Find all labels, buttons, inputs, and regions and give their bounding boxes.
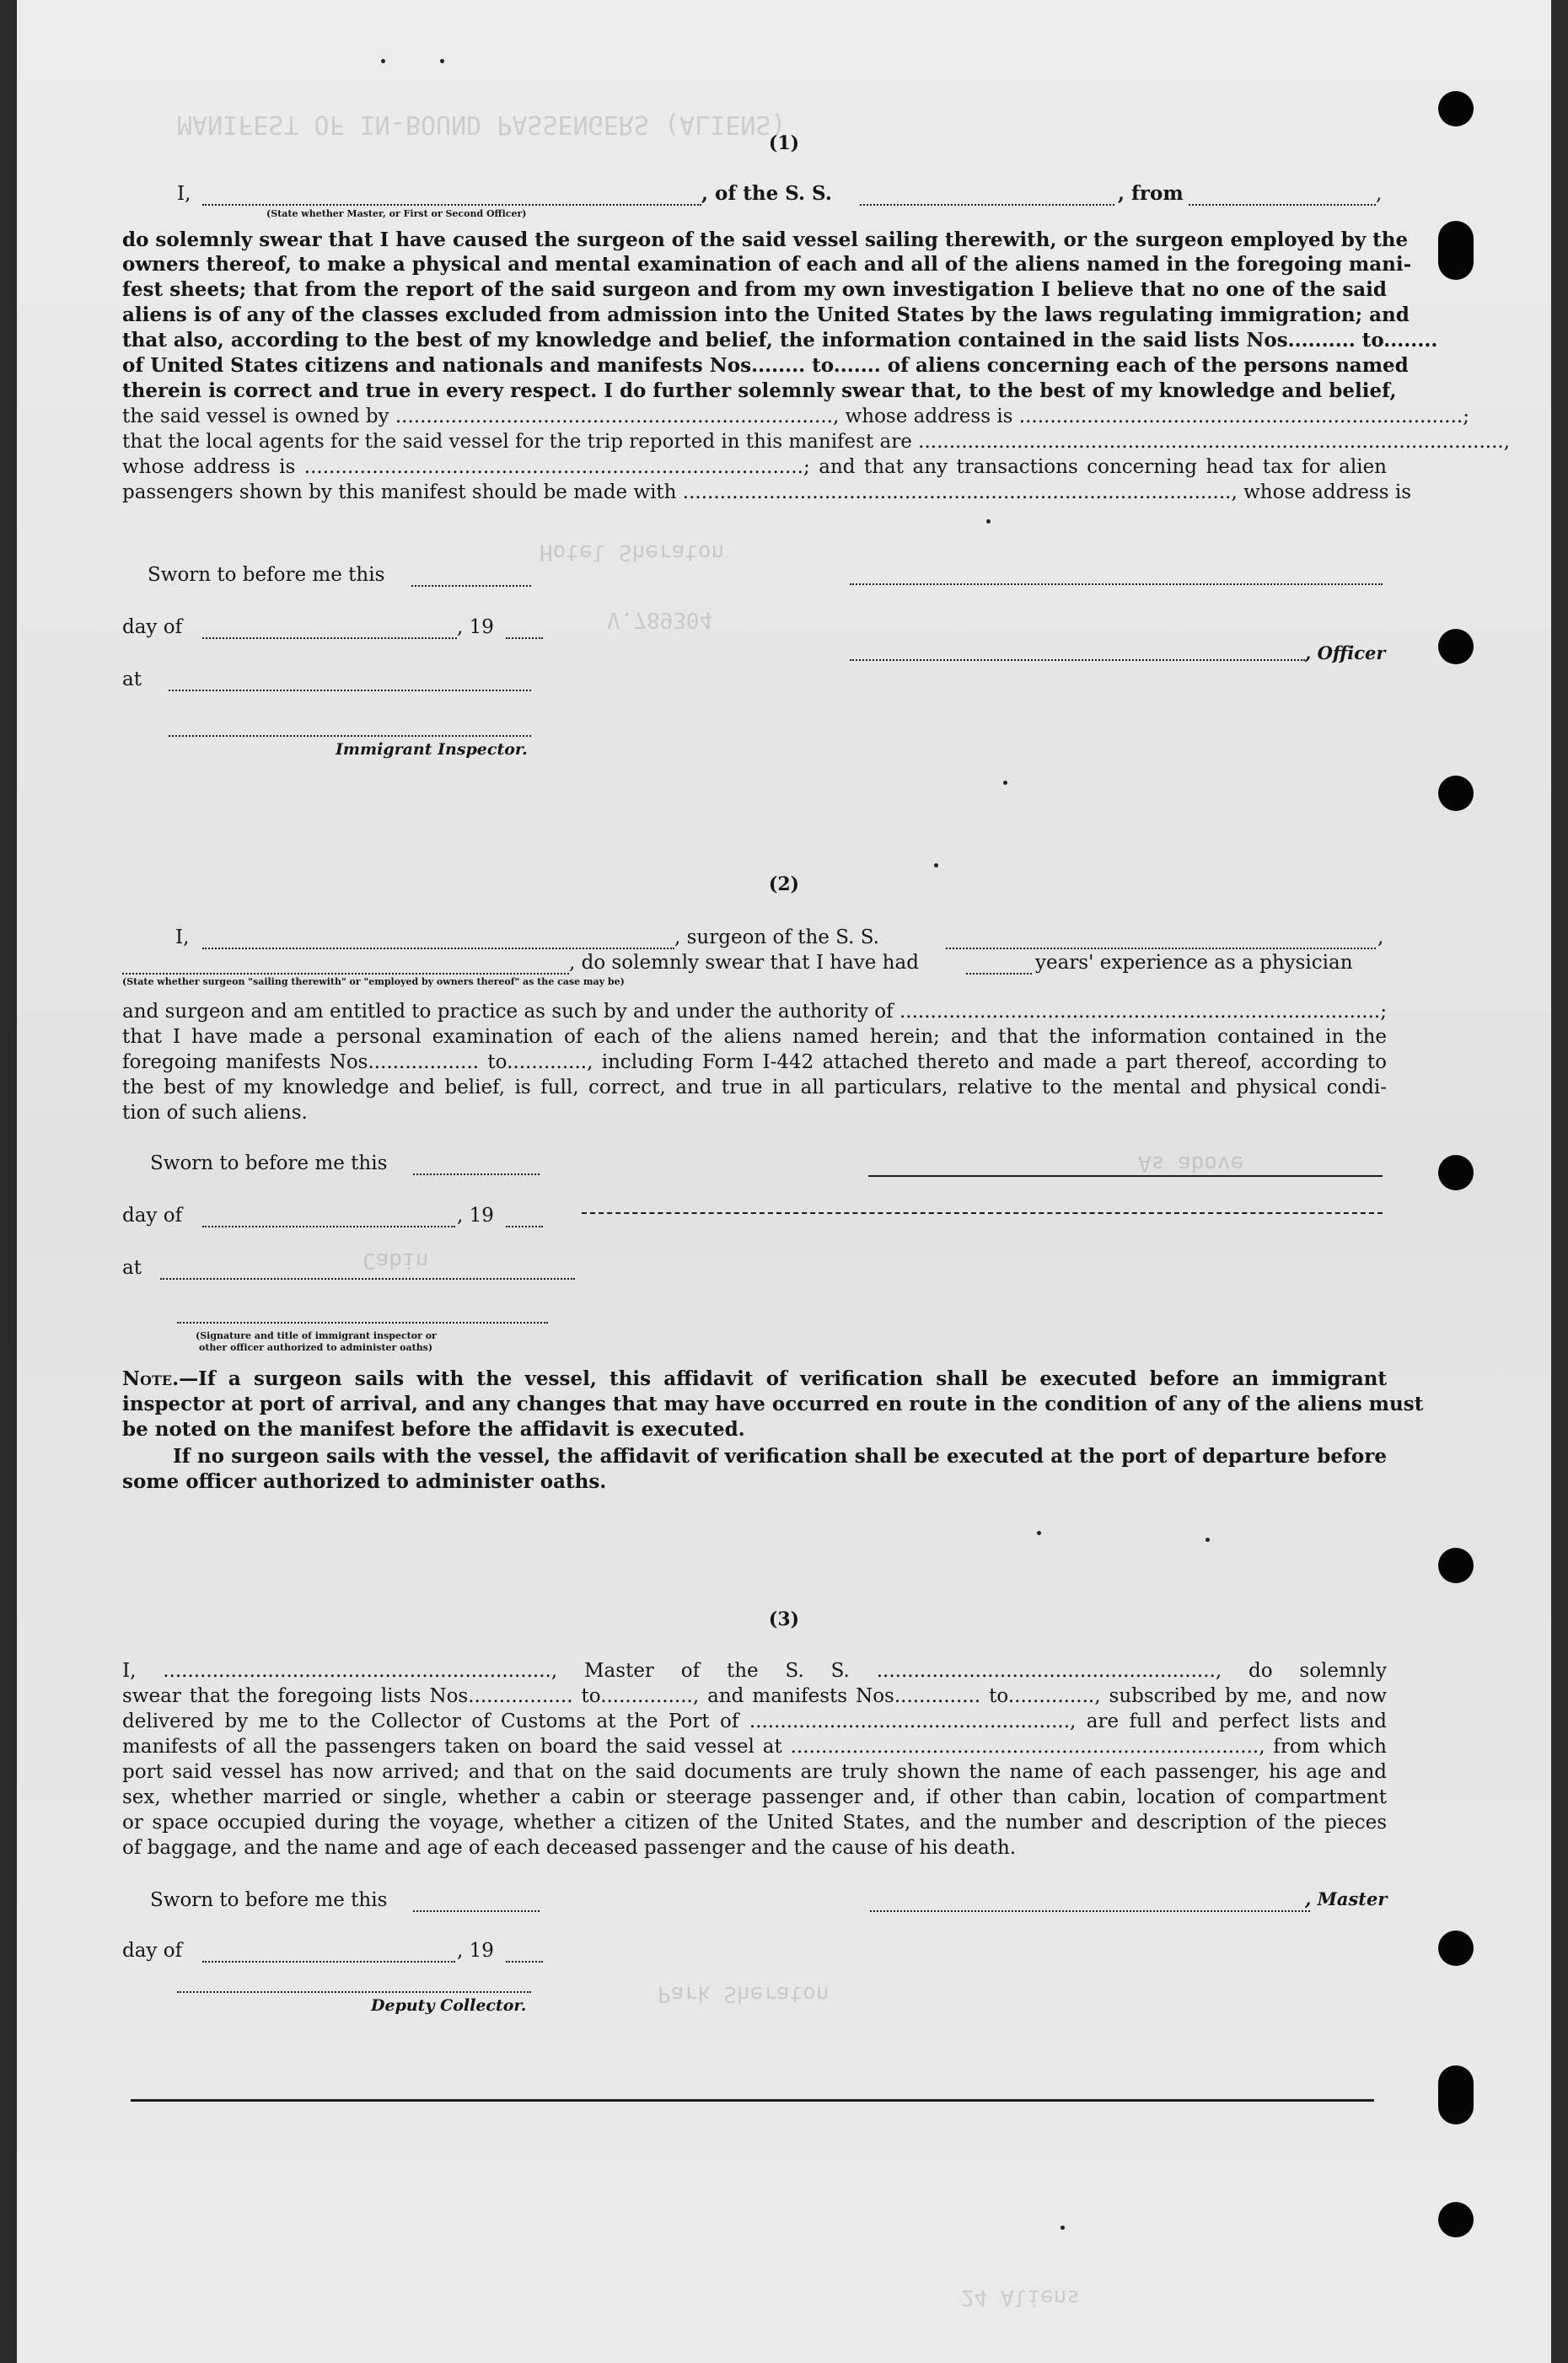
from-label: , from (1118, 182, 1184, 205)
punch-hole (1438, 1931, 1474, 1966)
note-label: Note. (122, 1367, 180, 1390)
blank-line (413, 1910, 540, 1912)
blank-line (160, 1278, 575, 1280)
oath-line: aliens is of any of the classes excluded from admission into the United States by the laws regulating immigration; and (122, 303, 1410, 326)
blank-line (506, 637, 543, 639)
punch-hole (1438, 91, 1474, 126)
blank-line (169, 690, 531, 691)
day-of-label: day of (122, 616, 183, 638)
blank-line (411, 585, 531, 587)
oath-line: or space occupied during the voyage, whether a citizen of the United States, and the number and description of the pieces (122, 1812, 1387, 1834)
note-line: If no surgeon sails with the vessel, the affidavit of verification shall be executed at the port of departure before (173, 1445, 1387, 1468)
oath-line: do solemnly swear that I have caused the surgeon of the said vessel sailing therewith, or the surgeon employed by the (122, 228, 1409, 251)
note-line: some officer authorized to administer oaths. (122, 1470, 607, 1493)
speck (934, 863, 938, 867)
blank-line (1189, 204, 1376, 206)
field-caption: (State whether Master, or First or Second Officer) (266, 208, 527, 219)
signature-line (868, 1175, 1383, 1177)
oath-line: passengers shown by this manifest should be made with ........................................................................................., whose address is (122, 481, 1412, 503)
day-of-label: day of (122, 1205, 183, 1227)
collector-caption: Deputy Collector. (371, 1996, 527, 2015)
officer-caption: , Officer (1305, 642, 1386, 663)
punch-hole (1438, 2065, 1474, 2124)
oath-line: manifests of all the passengers taken on board the said vessel at ............................................................................, from which (122, 1736, 1387, 1758)
oath-line: of United States citizens and nationals and manifests Nos........ to....... of aliens concerning each of the persons named (122, 354, 1409, 377)
oath-line: swear that the foregoing lists Nos................. to..............., and manifests Nos.............. to.............., subscribed by me, and now (122, 1685, 1387, 1707)
blank-line (202, 1226, 455, 1227)
bleed-through-text: V.789304 (607, 607, 713, 632)
affiant-label: I, (177, 183, 191, 205)
comma: , (1377, 926, 1384, 948)
oath-line: that I have made a personal examination of each of the aliens named herein; and that the information contained in the (122, 1026, 1387, 1048)
blank-line (202, 1961, 455, 1963)
speck (381, 59, 385, 63)
sworn-label: Sworn to before me this (148, 564, 385, 586)
comma: , (1376, 183, 1383, 205)
oath-line: owners thereof, to make a physical and mental examination of each and all of the aliens named in the foregoing mani- (122, 253, 1412, 276)
signature-line (870, 1910, 1310, 1912)
oath-line: that the local agents for the said vessel for the trip reported in this manifest are ..............................................................................................., (122, 431, 1511, 453)
punch-hole (1438, 2202, 1474, 2237)
bleed-through-text: Hotel Sheraton (540, 540, 725, 565)
bleed-through-text: 24 Aliens (961, 2285, 1080, 2310)
field-caption: (State whether surgeon "sailing therewith" or "employed by owners thereof" as the case may be) (122, 976, 625, 987)
note-line: be noted on the manifest before the affidavit is executed. (122, 1418, 745, 1441)
note-line: inspector at port of arrival, and any changes that may have occurred en route in the condition of any of the aliens must (122, 1393, 1424, 1415)
sworn-label: Sworn to before me this (150, 1889, 388, 1911)
experience-label: years' experience as a physician (1035, 952, 1353, 974)
blank-line (122, 973, 569, 975)
oath-line: of baggage, and the name and age of each deceased passenger and the cause of his death. (122, 1837, 1017, 1859)
blank-line (169, 735, 531, 737)
punch-hole (1438, 776, 1474, 811)
speck (440, 59, 444, 63)
oath-line: fest sheets; that from the report of the said surgeon and from my own investigation I believe that no one of the said (122, 278, 1387, 301)
oath-line: the said vessel is owned by ......................................................................., whose address is ........................................................................; (122, 405, 1469, 427)
oath-line: therein is correct and true in every respect. I do further solemnly swear that, to the best of my knowledge and belief, (122, 379, 1397, 402)
blank-line (413, 1173, 540, 1175)
day-of-label: day of (122, 1940, 183, 1962)
master-caption: , Master (1305, 1888, 1388, 1909)
punch-hole (1438, 1548, 1474, 1583)
signature-line (582, 1212, 1383, 1214)
note-line (122, 1367, 1387, 1391)
oath-line: whose address is .................................................................................; and that any transactions concerning head tax for alien (122, 456, 1387, 478)
surgeon-label: , surgeon of the S. S. (674, 926, 879, 948)
speck (986, 519, 991, 524)
oath-line: I, ..............................................................., Master of the S. S. ......................................................., do solemnly (122, 1660, 1387, 1682)
blank-line (946, 948, 1376, 949)
bleed-through-text: Cabin (362, 1248, 429, 1273)
signature-line (850, 583, 1383, 585)
signature-line (177, 1322, 548, 1324)
blank-line (966, 973, 1032, 975)
punch-hole (1438, 629, 1474, 664)
year-label: , 19 (457, 1205, 494, 1227)
oath-line: and surgeon and am entitled to practice as such by and under the authority of ..............................................................................; (122, 1001, 1387, 1023)
at-label: at (122, 1257, 142, 1279)
punch-hole (1438, 221, 1474, 280)
section-number: (1) (768, 132, 800, 154)
oath-line: the best of my knowledge and belief, is full, correct, and true in all particulars, relative to the mental and physical condi- (122, 1077, 1387, 1098)
blank-line (506, 1961, 543, 1963)
blank-line (202, 637, 457, 639)
oath-line: delivered by me to the Collector of Customs at the Port of ...................................................., are full and perfect lists and (122, 1710, 1387, 1732)
oath-line: port said vessel has now arrived; and that on the said documents are truly shown the name of each passenger, his age and (122, 1761, 1387, 1783)
year-label: , 19 (457, 616, 494, 638)
blank-line (202, 204, 701, 206)
sworn-label: Sworn to before me this (150, 1152, 388, 1174)
signature-caption: (Signature and title of immigrant inspector or (196, 1330, 437, 1341)
at-label: at (122, 669, 142, 690)
bottom-rule (131, 2099, 1374, 2102)
solemnly-label: , do solemnly swear that I have had (569, 952, 919, 974)
speck (1037, 1531, 1041, 1535)
bleed-through-text: Park Sheraton (658, 1981, 830, 2006)
speck (1061, 2226, 1065, 2230)
signature-caption: other officer authorized to administer oaths) (199, 1342, 433, 1353)
year-label: , 19 (457, 1940, 494, 1962)
signature-line (850, 659, 1305, 661)
bleed-through-text: As above (1138, 1151, 1244, 1176)
punch-hole (1438, 1155, 1474, 1190)
blank-line (860, 204, 1114, 206)
speck (1206, 1538, 1210, 1542)
note-text: —If a surgeon sails with the vessel, this affidavit of verification shall be executed before an immigrant (179, 1367, 1387, 1390)
oath-line: foregoing manifests Nos.................. to............., including Form I-442 attached thereto and made a part thereof, according to (122, 1051, 1387, 1073)
inspector-caption: Immigrant Inspector. (336, 740, 528, 759)
speck (1003, 781, 1007, 785)
bleed-through-text: MANIFEST OF IN-BOUND PASSENGERS (ALIENS) (177, 110, 787, 139)
section-number: (2) (768, 873, 800, 895)
oath-line: that also, according to the best of my knowledge and belief, the information contained in the said lists Nos.......... to........ (122, 329, 1438, 352)
section-number: (3) (768, 1608, 800, 1630)
scan-edge-left (0, 0, 17, 2363)
oath-line: sex, whether married or single, whether a cabin or steerage passenger and, if other than cabin, location of compartment (122, 1786, 1387, 1808)
ship-label: , of the S. S. (701, 182, 832, 205)
signature-line (177, 1991, 531, 1993)
oath-line: tion of such aliens. (122, 1102, 308, 1124)
blank-line (506, 1226, 543, 1227)
affiant-label: I, (175, 926, 190, 948)
blank-line (202, 948, 674, 949)
scan-edge-right (1551, 0, 1568, 2363)
